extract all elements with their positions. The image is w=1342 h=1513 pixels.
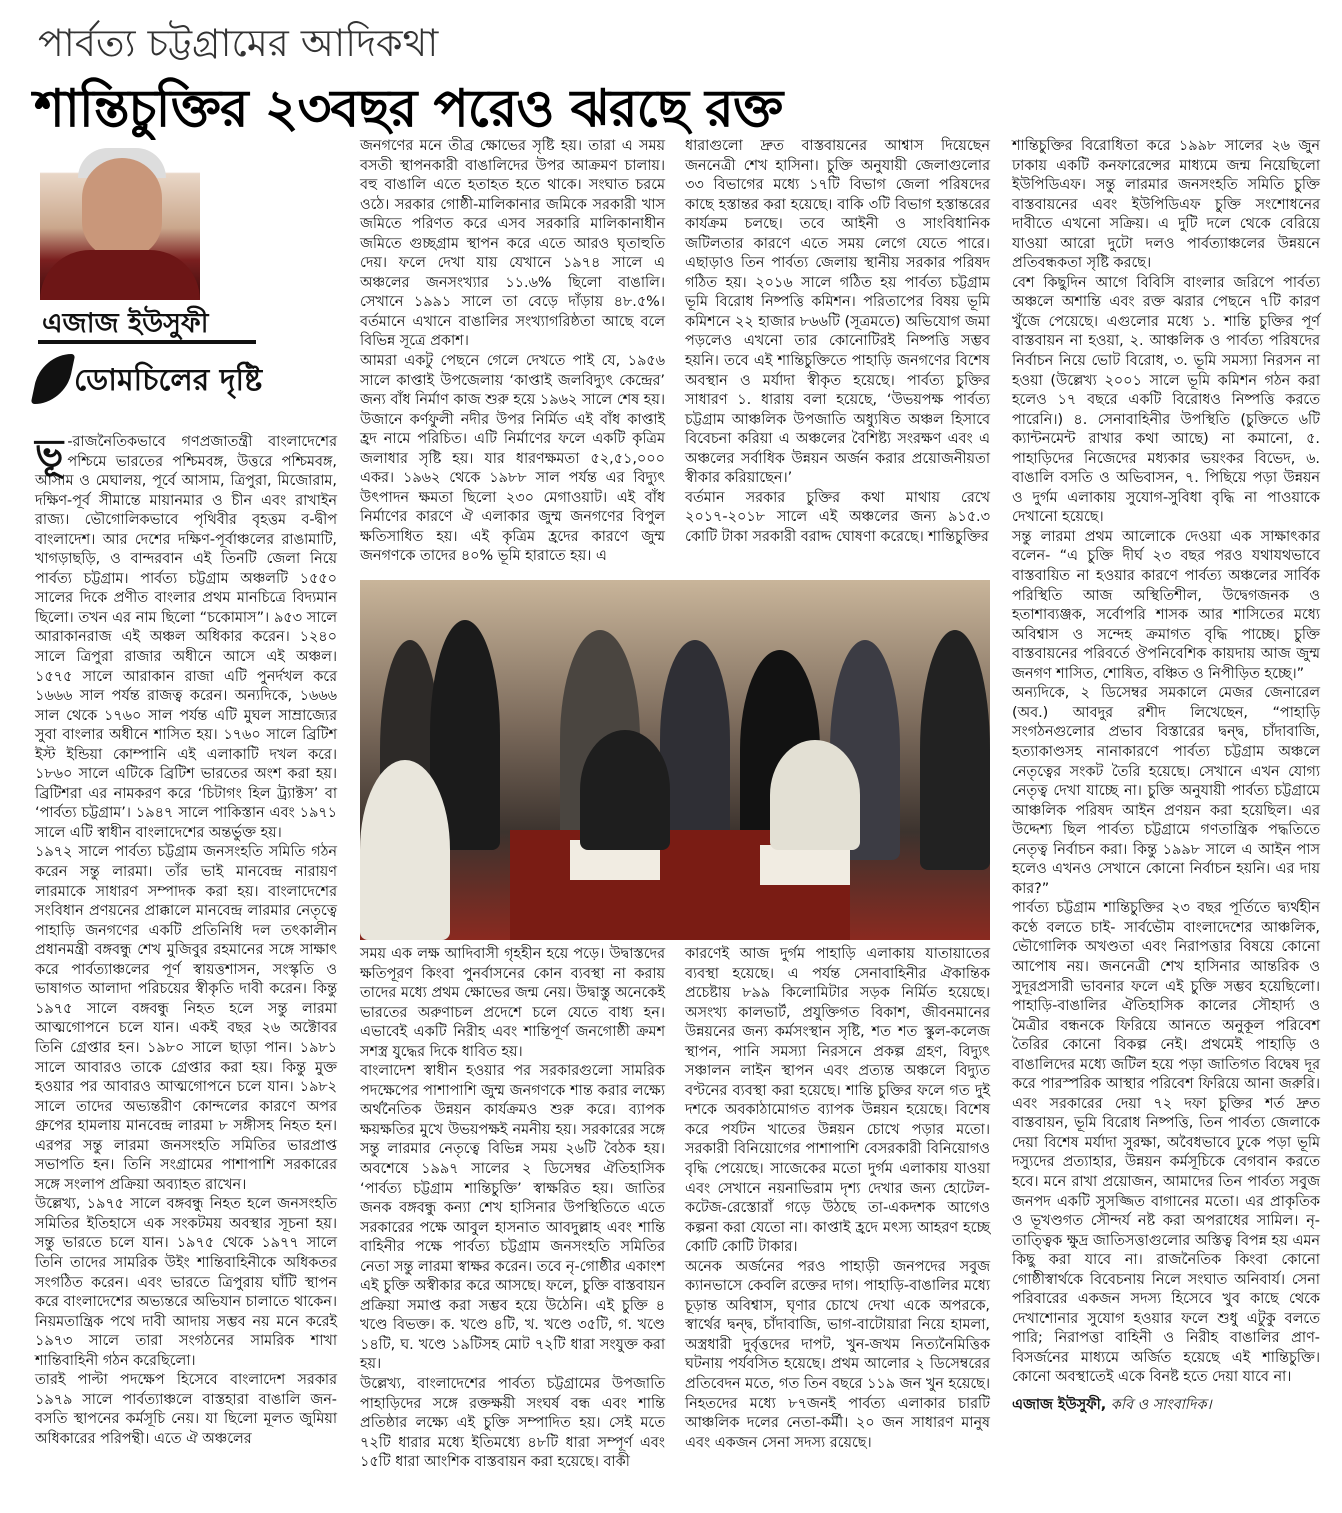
treaty-signing-photo — [360, 580, 990, 940]
paragraph: অন্যদিকে, ২ ডিসেম্বর সমকালে মেজর জেনারেল (অব.) আবদুর রশীদ লিখেছেন, “পাহাড়ি সংগঠনগুলোর প্রভাব বিস্তারের দ্বন্দ্ব, চাঁদাবাজি, হত্যাকাণ্ডসহ নানাকারণে পার্বত্য চট্টগ্রাম অঞ্চলে নেতৃত্বের সংকট তৈরি হয়েছে। সেখানে এখন যোগ্য নেতৃত্ব দেখা যাচ্ছে না। চুক্তি অনুযায়ী পার্বত্য চট্টগ্রামে আঞ্চলিক পরিষদ আইন প্রণয়ন করা হয়েছিল। এর উদ্দেশ্য ছিল পার্বত্য চট্টগ্রামে গণতান্ত্রিক পদ্ধতিতে নেতৃত্ব নির্বাচন করা। কিন্তু ১৯৯৮ সালে এ আইন পাস হলেও এখনও সেখানে কোনো নির্বাচন হয়নি। এর দায় কার?” — [1012, 685, 1320, 897]
paragraph: আমরা একটু পেছনে গেলে দেখতে পাই যে, ১৯৫৬ সালে কাপ্তাই উপজেলায় ‘কাপ্তাই জলবিদ্যুৎ কেন্দ্রের’ জন্য বাঁধ নির্মাণ কাজ শুরু হয়ে ১৯৬২ সালে শেষ হয়। উজানে কর্ণফুলী নদীর উপর নির্মিত এই বাঁধ কাপ্তাই হ্রদ নামে পরিচিত। এটি নির্মাণের ফলে একটি কৃত্রিম জলাধার সৃষ্টি হয়। যার ধারণক্ষমতা ৫২,৫১,০০০ একর। ১৯৬২ থেকে ১৯৮৮ সাল পর্যন্ত এর বিদ্যুৎ উৎপাদন ক্ষমতা ছিলো ২৩০ মেগাওয়াট। এই বাঁধ নির্মাণের কারণে ঐ এলাকার জুম্ম জনগণের বিপুল ক্ষতিসাধিত হয়। এই কৃত্রিম হ্রদের কারণে জুম্ম জনগণকে তাদের ৪০% ভূমি হারাতে হয়। এ — [360, 353, 665, 565]
paragraph: বেশ কিছুদিন আগে বিবিসি বাংলার জরিপে পার্বত্য অঞ্চলে অশান্তি এবং রক্ত ঝরার পেছনে ৭টি কারণ খুঁজে পেয়েছে। এগুলোর মধ্যে ১. শান্তি চুক্তির পূর্ণ বাস্তবায়ন না হওয়া, ২. আঞ্চলিক ও পার্বত্য পরিষদের নির্বাচন নিয়ে ভোট বিরোধ, ৩. ভূমি সমস্যা নিরসন না হওয়া (উল্লেখ্য ২০০১ সালে ভূমি কমিশন গঠন করা হলেও ১৭ বছরে একটি বিরোধও নিষ্পত্তি করতে পারেনি।) ৪. সেনাবাহিনীর উপস্থিতি (চুক্তিতে ৬টি ক্যান্টনমেন্ট রাখার কথা আছে) না কমানো, ৫. পাহাড়িদের নিজেদের মধ্যকার ভয়ংকর বিভেদ, ৬. বাঙালি বসতি ও অভিবাসন, ৭. পিছিয়ে পড়া উন্নয়ন ও দুর্গম এলাকায় সুযোগ-সুবিধা বৃদ্ধি না পাওয়াকে দেখানো হয়েছে। — [1012, 274, 1320, 526]
paragraph: ধারাগুলো দ্রুত বাস্তবায়নের আশ্বাস দিয়েছেন জননেত্রী শেখ হাসিনা। চুক্তি অনুযায়ী জেলাগুলোর ৩৩ বিভাগের মধ্যে ১৭টি বিভাগ জেলা পরিষদের কাছে হস্তান্তর করা হয়েছে। বাকি ৩টি বিভাগ হস্তান্তরের কার্যক্রম চলছে। তবে আইনী ও সাংবিধানিক জটিলতার কারণে এতে সময় লেগে যেতে পারে। এছাড়াও তিন পার্বত্য জেলায় স্থানীয় সরকার পরিষদ গঠিত হয়। ২০১৬ সালে গঠিত হয় পার্বত্য চট্টগ্রাম ভূমি বিরোধ নিষ্পত্তি কমিশন। পরিতাপের বিষয় ভূমি কমিশনে ২২ হাজার ৮৬৬টি (সূত্রমতে) অভিযোগ জমা পড়লেও এখনো তার কোনোটিরই নিষ্পত্তি সম্ভব হয়নি। তবে এই শান্তিচুক্তিতে পাহাড়ি জনগণের বিশেষ অবস্থান ও মর্যাদা স্বীকৃত হয়েছে। পার্বত্য চুক্তির সাধারণ ১. ধারায় বলা হয়েছে, ‘উভয়পক্ষ পার্বত্য চট্টগ্রাম আঞ্চলিক উপজাতি অধ্যুষিত অঞ্চল হিসাবে বিবেচনা করিয়া এ অঞ্চলের বৈশিষ্ট্য সংরক্ষণ এবং এ অঞ্চলের সর্বাধিক উন্নয়ন অর্জন করার প্রয়োজনীয়তা স্বীকার করিয়াছেন।’ — [685, 138, 990, 487]
paragraph: অনেক অর্জনের পরও পাহাড়ী জনপদের সবুজ ক্যানভাসে কেবলি রক্তের দাগ। পাহাড়ি-বাঙালির মধ্যে চূড়ান্ত অবিশ্বাস, ঘৃণার চোখে দেখা একে অপরকে, স্বার্থের দ্বন্দ্ব, চাঁদাবাজি, ভাগ-বাটোয়ারা নিয়ে হামলা, অস্ত্রধারী দুর্বৃত্তদের দাপট, খুন-জখম নিত্যনৈমিত্তিক ঘটনায় পর্যবসিত হয়েছে। প্রথম আলোর ২ ডিসেম্বরের প্রতিবেদন মতে, গত তিন বছরে ১১৯ জন খুন হয়েছে। নিহতদের মধ্যে ৮৭জনই পার্বত্য এলাকার চারটি আঞ্চলিক দলের নেতা-কর্মী। ২০ জন সাধারণ মানুষ এবং একজন সেনা সদস্য রয়েছে। — [685, 1258, 990, 1451]
author-photo — [40, 140, 200, 300]
paragraph: সময় এক লক্ষ আদিবাসী গৃহহীন হয়ে পড়ে। উদ্বাস্তদের ক্ষতিপূরণ কিংবা পুনর্বাসনের কোন ব্যবস্থা না করায় তাদের মধ্যে প্রথম ক্ষোভের জন্ম নেয়। উদ্বাস্তু অনেকেই ভারতের অরুণাচল প্রদেশে চলে যেতে বাধ্য হন। এভাবেই একটি নিরীহ এবং শান্তিপূর্ণ জনগোষ্ঠী ক্রমশ সশস্ত্র যুদ্ধের দিকে ধাবিত হয়। — [360, 946, 665, 1060]
article-column-3-bottom — [685, 945, 990, 1453]
article-column-1 — [35, 433, 337, 1493]
paragraph: পার্বত্য চট্টগ্রাম শান্তিচুক্তির ২৩ বছর পূর্তিতে দ্ব্যর্থহীন কণ্ঠে বলতে চাই- সার্বভৌম বাংলাদেশের আঞ্চলিক, ভৌগোলিক অখণ্ডতা এবং নিরাপত্তার বিষয়ে কোনো আপোষ নয়। জননেত্রী শেখ হাসিনার আন্তরিক ও সুদূরপ্রসারী ভাবনার ফলে এই চুক্তি সম্ভব হয়েছিলো। পাহাড়ি-বাঙালির ঐতিহাসিক কালের সৌহার্দ্য ও মৈত্রীর বন্ধনকে ফিরিয়ে আনতে অনুকূল পরিবেশ তৈরির কোনো বিকল্প নেই। প্রথমেই পাহাড়ি ও বাঙালিদের মধ্যে জটিল হয়ে পড়া জাতিগত বিদ্বেষ দূর করে পারস্পরিক আস্থার পরিবেশ ফিরিয়ে আনা জরুরি। এবং সরকারের দেয়া ৭২ দফা চুক্তির শর্ত দ্রুত বাস্তবায়ন, ভূমি বিরোধ নিষ্পত্তি, তিন পার্বত্য জেলাকে দেয়া বিশেষ মর্যাদা সুরক্ষা, অবৈধভাবে ঢুকে পড়া ভূমি দস্যুদের প্রত্যাহার, উন্নয়ন কর্মসূচিকে বেগবান করতে হবে। মনে রাখা প্রয়োজন, আমাদের তিন পার্বত্য সবুজ জনপদ একটি সুসজ্জিত বাগানের মতো। এর প্রাকৃতিক ও ভূখণ্ডগত সৌন্দর্য নষ্ট করা অপরাধের সামিল। নৃ-তাত্ত্বিক ক্ষুদ্র জাতিসত্তাগুলোর অস্তিত্ব বিপন্ন হয় এমন কিছু করা যাবে না। রাজনৈতিক কিংবা কোনো গোষ্ঠীস্বার্থকে বিবেচনায় নিলে সংঘাত অনিবার্য। সেনা পরিবারের একজন সদস্য হিসেবে খুব কাছে থেকে দেখাশোনার সুযোগ হওয়ার ফলে শুধু এটুকু বলতে পারি; নিরাপত্তা বাহিনী ও নিরীহ বাঙালির প্রাণ-বিসর্জনের মাধ্যমে অর্জিত হয়েছে এই শান্তিচুক্তি। কোনো অবস্থাতেই একে বিনষ্ট হতে দেয়া যাবে না। — [1012, 900, 1320, 1386]
kite-bird-icon — [31, 354, 76, 404]
article-column-2-bottom — [360, 945, 665, 1473]
byline-role: কবি ও সাংবাদিক। — [1106, 1397, 1212, 1413]
byline-name: এজাজ ইউসুফী, — [1012, 1397, 1107, 1413]
article-column-4 — [1012, 137, 1320, 1416]
author-divider — [38, 340, 256, 344]
paragraph: -রাজনৈতিকভাবে গণপ্রজাতন্ত্রী বাংলাদেশের পশ্চিমে ভারতের পশ্চিমবঙ্গ, উত্তরে পশ্চিমবঙ্গ, আসাম ও মেঘালয়, পূর্বে আসাম, ত্রিপুরা, মিজোরাম, দক্ষিণ-পূর্ব সীমান্তে মায়ানমার ও চীন এবং রাখাইন রাজ্য। ভৌগোলিকভাবে পৃথিবীর বৃহত্তম ব-দ্বীপ বাংলাদেশ। আর দেশের দক্ষিণ-পূর্বাঞ্চলের রাঙামাটি, খাগড়াছড়ি, ও বান্দরবান এই তিনটি জেলা নিয়ে পার্বত্য চট্টগ্রাম। পার্বত্য চট্টগ্রাম অঞ্চলটি ১৫৫০ সালের দিকে প্রণীত বাংলার প্রথম মানচিত্রে বিদ্যমান ছিলো। তখন এর নাম ছিলো “চকোমাস”। ৯৫৩ সালে আরাকানরাজ এই অঞ্চল অধিকার করেন। ১২৪০ সালে ত্রিপুরা রাজার অধীনে আসে এই অঞ্চল। ১৫৭৫ সালে আরাকান রাজা এটি পুনর্দখল করে ১৬৬৬ সাল পর্যন্ত রাজত্ব করেন। অন্যদিকে, ১৬৬৬ সাল থেকে ১৭৬০ সাল পর্যন্ত এটি মুঘল সাম্রাজ্যের সুবা বাংলার অধীনে শাসিত হয়। ১৭৬০ সালে ব্রিটিশ ইস্ট ইন্ডিয়া কোম্পানি এই এলাকাটি দখল করে। ১৮৬০ সালে এটিকে ব্রিটিশ ভারতের অংশ করা হয়। ব্রিটিশরা এর নামকরণ করে ‘চিটাগং হিল ট্র্যাক্টস’ বা ‘পার্বত্য চট্টগ্রাম’। ১৯৪৭ সালে পাকিস্তান এবং ১৯৭১ সালে এটি স্বাধীন বাংলাদেশের অন্তর্ভুক্ত হয়। — [35, 434, 337, 841]
paragraph: বাংলাদেশ স্বাধীন হওয়ার পর সরকারগুলো সামরিক পদক্ষেপের পাশাপাশি জুম্ম জনগণকে শান্ত করার লক্ষ্যে অর্থনৈতিক উন্নয়ন কার্যক্রমও শুরু করে। ব্যাপক ক্ষয়ক্ষতির মুখে উভয়পক্ষই নমনীয় হয়। সরকারের সঙ্গে সন্তু লারমার নেতৃত্বে বিভিন্ন সময় ২৬টি বৈঠক হয়। অবশেষে ১৯৯৭ সালের ২ ডিসেম্বর ঐতিহাসিক ‘পার্বত্য চট্টগ্রাম শান্তিচুক্তি’ স্বাক্ষরিত হয়। জাতির জনক বঙ্গবন্ধু কন্যা শেখ হাসিনার উপস্থিতিতে এতে সরকারের পক্ষে আবুল হাসনাত আবদুল্লাহ এবং শান্তি বাহিনীর পক্ষে পার্বত্য চট্টগ্রাম জনসংহতি সমিতির নেতা সন্তু লারমা স্বাক্ষর করেন। তবে নৃ-গোষ্ঠীর একাংশ এই চুক্তি অস্বীকার করে আসছে। ফলে, চুক্তি বাস্তবায়ন প্রক্রিয়া সমাপ্ত করা সম্ভব হয়ে উঠেনি। এই চুক্তি ৪ খণ্ডে বিভক্ত। ক. খণ্ডে ৪টি, খ. খণ্ডে ৩৫টি, গ. খণ্ডে ১৪টি, ঘ. খণ্ডে ১৯টিসহ মোট ৭২টি ধারা সংযুক্ত করা হয়। — [360, 1063, 665, 1373]
paragraph: তারই পাল্টা পদক্ষেপ হিসেবে বাংলাদেশ সরকার ১৯৭৯ সালে পার্বত্যাঞ্চলে বাস্তহারা বাঙালি জন-বসতি স্থাপনের কর্মসূচি নেয়। যা ছিলো মূলত জুমিয়া অধিকারের পরিপন্থী। এতে ঐ অঞ্চলের — [35, 1372, 337, 1447]
byline — [1012, 1396, 1320, 1416]
paragraph: উল্লেখ্য, ১৯৭৫ সালে বঙ্গবন্ধু নিহত হলে জনসংহতি সমিতির ইতিহাসে এক সংকটময় অবস্থার সূচনা হয়। সন্তু ভারতে চলে যান। ১৯৭৫ থেকে ১৯৭৭ সালে তিনি তাদের সামরিক উইং শান্তিবাহিনীকে অধিকতর সংগঠিত করেন। এবং ভারতে ত্রিপুরায় ঘাঁটি স্থাপন করে বাংলাদেশের অভ্যন্তরে অভিযান চালাতে থাকেন। নিয়মতান্ত্রিক পথে দাবী আদায় সম্ভব নয় মনে করেই ১৯৭৩ সালে তারা সংগঠনের সামরিক শাখা শান্তিবাহিনী গঠন করেছিলো। — [35, 1196, 337, 1369]
paragraph: বর্তমান সরকার চুক্তির কথা মাথায় রেখে ২০১৭-২০১৮ সালে এই অঞ্চলের জন্য ৯১৫.৩ কোটি টাকা সরকারী বরাদ্দ ঘোষণা করেছে। শান্তিচুক্তির — [685, 489, 990, 545]
kicker-title: পার্বত্য চট্টগ্রামের আদিকথা — [38, 21, 439, 65]
article-column-3-top — [685, 137, 990, 547]
paragraph: কারণেই আজ দুর্গম পাহাড়ি এলাকায় যাতায়াতের ব্যবস্থা হয়েছে। এ পর্যন্ত সেনাবাহিনীর ঐকান্তিক প্রচেষ্টায় ৮৯৯ কিলোমিটার সড়ক নির্মিত হয়েছে। অসংখ্য কালভার্ট, প্রযুক্তিগত বিকাশ, জীবনমানের উন্নয়নের জন্য কর্মসংস্থান সৃষ্টি, শত শত স্কুল-কলেজ স্থাপন, পানি সমস্যা নিরসনে প্রকল্প গ্রহণ, বিদ্যুৎ সঞ্চালন লাইন স্থাপন এবং প্রত্যন্ত অঞ্চলে বিদ্যুত বণ্টনের ব্যবস্থা করা হয়েছে। শান্তি চুক্তির ফলে গত দুই দশকে অবকাঠামোগত ব্যাপক উন্নয়ন হয়েছে। বিশেষ করে পর্যটন খাতের উন্নয়ন চোখে পড়ার মতো। সরকারী বিনিয়োগের পাশাপাশি বেসরকারী বিনিয়োগও বৃদ্ধি পেয়েছে। সাজেকের মতো দুর্গম এলাকায় যাওয়া এবং সেখানে নয়নাভিরাম দৃশ্য দেখার জন্য হোটেল-কটেজ-রেস্তোরাঁ গড়ে উঠছে তা-একদশক আগেও কল্পনা করা যেতো না। কাপ্তাই হ্রদে মৎস্য আহরণ হচ্ছে কোটি কোটি টাকার। — [685, 946, 990, 1256]
paragraph: উল্লেখ্য, বাংলাদেশের পার্বত্য চট্টগ্রামের উপজাতি পাহাড়িদের সঙ্গে রক্তক্ষয়ী সংঘর্ষ বন্ধ এবং শান্তি প্রতিষ্ঠার লক্ষ্যে এই চুক্তি সম্পাদিত হয়। সেই মতে ৭২টি ধারার মধ্যে ইতিমধ্যে ৪৮টি ধারা সম্পূর্ণ এবং ১৫টি ধারা আংশিক বাস্তবায়ন করা হয়েছে। বাকী — [360, 1376, 665, 1471]
column-name: ডোমচিলের দৃষ্টি — [74, 363, 263, 398]
paragraph: শান্তিচুক্তির বিরোধিতা করে ১৯৯৮ সালের ২৬ জুন ঢাকায় একটি কনফারেন্সের মাধ্যমে জন্ম নিয়েছিলো ইউপিডিএফ। সন্তু লারমার জনসংহতি সমিতি চুক্তি বাস্তবায়নের এবং ইউপিডিএফ চুক্তি সংশোধনের দাবীতে এখনো সক্রিয়। এ দুটি দলে থেকে বেরিয়ে যাওয়া আরো দুটো দলও পার্বত্যাঞ্চলের উন্নয়নে প্রতিবন্ধকতা সৃষ্টি করছে। — [1012, 138, 1320, 272]
paragraph: সন্তু লারমা প্রথম আলোকে দেওয়া এক সাক্ষাৎকার বলেন- “এ চুক্তি দীর্ঘ ২৩ বছর পরও যথাযথভাবে বাস্তবায়িত না হওয়ার কারণে পার্বত্য অঞ্চলের সার্বিক পরিস্থিতি আজ অস্থিতিশীল, উদ্বেগজনক ও হতাশাব্যঞ্জক, সর্বোপরি শাসক আর শাসিতের মধ্যে অবিশ্বাস ও সন্দেহ ক্রমাগত বৃদ্ধি পাচ্ছে। চুক্তি বাস্তবায়নের পরিবর্তে ঔপনিবেশিক কায়দায় আজ জুম্ম জনগণ শাসিত, শোষিত, বঞ্চিত ও নিপীড়িত হচ্ছে।” — [1012, 528, 1320, 682]
drop-cap: ভূ — [35, 431, 64, 475]
article-column-2-top — [360, 137, 665, 567]
author-name: এজাজ ইউসুফী — [42, 308, 209, 339]
paragraph: জনগণের মনে তীব্র ক্ষোভের সৃষ্টি হয়। তারা এ সময় বসতী স্থাপনকারী বাঙালিদের উপর আক্রমণ চালায়। বহু বাঙালি এতে হতাহত হতে থাকে। সংঘাত চরমে ওঠে। সরকার গোষ্ঠী-মালিকানার জমিকে সরকারী খাস জমিতে পরিণত করে এসব সরকারি মালিকানাধীন জমিতে গুচ্ছগ্রাম স্থাপন করে এতে আরও ঘৃতাহুতি দেয়। ফলে দেখা যায় যেখানে ১৯৭৪ সালে এ অঞ্চলের জনসংখ্যার ১১.৬% ছিলো বাঙালি। সেখানে ১৯৯১ সালে তা বেড়ে দাঁড়ায় ৪৮.৫%। বর্তমানে এখানে বাঙালির সংখ্যাগরিষ্ঠতা আছে বলে বিভিন্ন সূত্রে প্রকাশ। — [360, 138, 665, 350]
paragraph: ১৯৭২ সালে পার্বত্য চট্টগ্রাম জনসংহতি সমিতি গঠন করেন সন্তু লারমা। তাঁর ভাই মানবেন্দ্র নারায়ণ লারমাকে সাধারণ সম্পাদক করা হয়। বাংলাদেশের সংবিধান প্রণয়নের প্রাক্কালে মানবেন্দ্র লারমার নেতৃত্বে পাহাড়ি জনগণের একটি প্রতিনিধি দল তৎকালীন প্রধানমন্ত্রী বঙ্গবন্ধু শেখ মুজিবুর রহমানের সঙ্গে সাক্ষাৎ করে পার্বত্যাঞ্চলের পূর্ণ স্বায়ত্তশাসন, সংস্কৃতি ও ভাষাগত আলাদা পরিচয়ের স্বীকৃতি দাবী করেন। কিন্তু ১৯৭৫ সালে বঙ্গবন্ধু নিহত হলে সন্তু লারমা আত্মগোপনে চলে যান। একই বছর ২৬ অক্টোবর তিনি গ্রেপ্তার হন। ১৯৮০ সালে ছাড়া পান। ১৯৮১ সালে আবারও তাকে গ্রেপ্তার করা হয়। কিন্তু মুক্ত হওয়ার পর আবারও আত্মগোপনে চলে যান। ১৯৮২ সালে তাদের অভ্যন্তরীণ কোন্দলের কারণে অপর গ্রুপের হামলায় মানবেন্দ্র লারমা ৮ সঙ্গীসহ নিহত হন। এরপর সন্তু লারমা জনসংহতি সমিতির ভারপ্রাপ্ত সভাপতি হন। তিনি সংগ্রামের পাশাপাশি সরকারের সঙ্গে সংলাপ প্রক্রিয়া অব্যাহত রাখেন। — [35, 844, 337, 1193]
column-logo — [36, 350, 276, 410]
headline: শান্তিচুক্তির ২৩বছর পরেও ঝরছে রক্ত — [34, 79, 783, 139]
